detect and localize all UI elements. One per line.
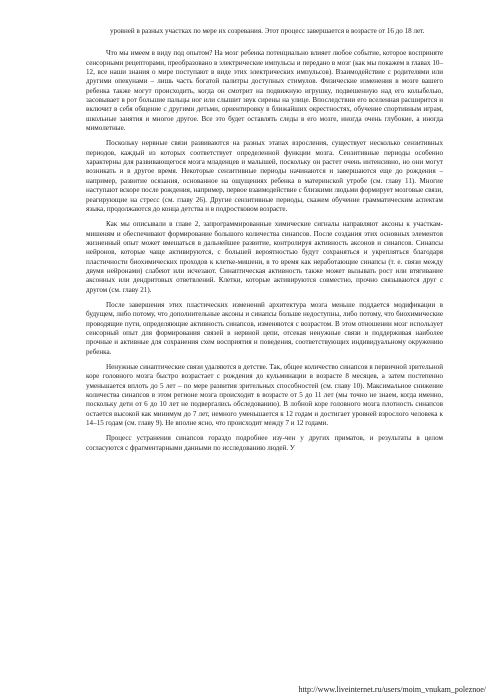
- footer-url-watermark: http://www.liveinternet.ru/users/moim_vnukam_poleznoe/: [298, 685, 486, 694]
- paragraph-continuation: уровней в разных участках по мере их созревания. Этот процесс завершается в возрасте от 16 до 18 лет.: [110, 27, 425, 35]
- paragraph: Процесс устранения синапсов гораздо подробнее изу-чен у других приматов, и результаты в целом согласуются с фрагментарными данными по исследованию людей. У: [86, 434, 443, 452]
- text-block: [86, 27, 443, 453]
- paragraph: Как мы описывали в главе 2, запрограммированные химические сигналы направляют аксоны к участкам-мишеням и обеспечивают формирование большого количества синапсов. После создания этих основных элементов жизненный опыт может вмешаться в дальнейшее развитие, контролируя активность аксонов и синапсов. Синапсы нейронов, которые чаще активируются, с большей вероятностью будут сохраняться и укрепляться благодаря пластичности биохимических проходов к клетке-мишени, в то время как неработающие синапсы (т. е. связи между двумя нейронами) слабеют или исчезают. Синаптическая активность также может вызывать рост или втягивание аксонных или дендритовых ответвлений. Клетки, которые активируются совместно, прочно связываются друг с другом (см. главу 21).: [86, 220, 443, 294]
- paragraph: Что мы имеем в виду под опытом? На мозг ребенка потенциально влияет любое событие, которое восприняте сенсорными рецепторами, преобразовано в электрические импульсы и передано в мозг (как мы покажем в главах 10–12, все наши знания о мире поступают в виде этих электрических импульсов). Взаимодействие с родителями или другими опекунами – лишь часть богатой палитры доступных стимулов. Физические изменения в мозге вашего ребенка также могут происходить, когда он смотрит на подвижную игрушку, подвешенную над его колыбелью, засовывает в рот большие пальцы ног или слышит звук сирены на улице. Впоследствии его вселенная расширится и включит в себя общение с другими детьми, ориентировку в ближайших окрестностях, обучение спортивным играм, школьные занятия и многое другое. Все это будет оставлять следы в его мозге, иногда очень глубокие, а иногда мимолетные.: [86, 49, 443, 133]
- paragraph: Поскольку нервные связи развиваются на разных этапах взросления, существует несколько сензитивных периодов, каждый из которых соответствует определенной функции мозга. Сензитивные периоды особенно характерны для развивающегося мозга младенцев и малышей, поскольку он растет очень интенсивно, но они могут возникать и в другое время. Некоторые сензитивные периоды начинаются и завершаются еще до рождения – например, развитие осязания, основанное на ощущениях ребенка в материнской утробе (см. главу 11). Многие наступают вскоре после рождения, например, первое взаимодействие с близкими людьми формирует мозговые связи, реагирующие на стресс (см. главу 26). Другие сензитивные периоды, скажем обучение грамматическим аспектам языка, продолжаются до конца детства и в подростковом возрасте.: [86, 139, 443, 213]
- paragraph: После завершения этих пластических изменений архитектура мозга меньше поддается модификации в будущем, либо потому, что дополнительные аксоны и синапсы больше недоступны, либо потому, что биохимические проводящие пути, определяющие активность синапсов, изменяются с возрастом. В этом отношении мозг использует сенсорный опыт для формирования связей в нервной цепи, отсекая ненужные связи и поддерживая наиболее прочные и активные для сохранения схем восприятия и поведения, соответствующих индивидуальному окружению ребенка.: [86, 300, 443, 356]
- paragraph: Ненужные синаптические связи удаляются в детстве. Так, общее количество синапсов в первичной зрительной коре головного мозга быстро возрастает с рождения до кульминации в возрасте 8 месяцев, а затем постепенно уменьшается вплоть до 5 лет – по мере развития зрительных способностей (см. главу 10). Максимальное снижение количества синапсов в этом регионе мозга происходит в возрасте от 5 до 11 лет (мы точно не знаем, когда именно, поскольку дети от 6 до 10 лет не подвергались обследованию). В лобной коре головного мозга плотность синапсов остается высокой как минимум до 7 лет, немного уменьшается к 12 годам и достигает уровней взрослого человека к 14–15 годам (см. главу 9). Не вполне ясно, что происходит между 7 и 12 годами.: [86, 363, 443, 428]
